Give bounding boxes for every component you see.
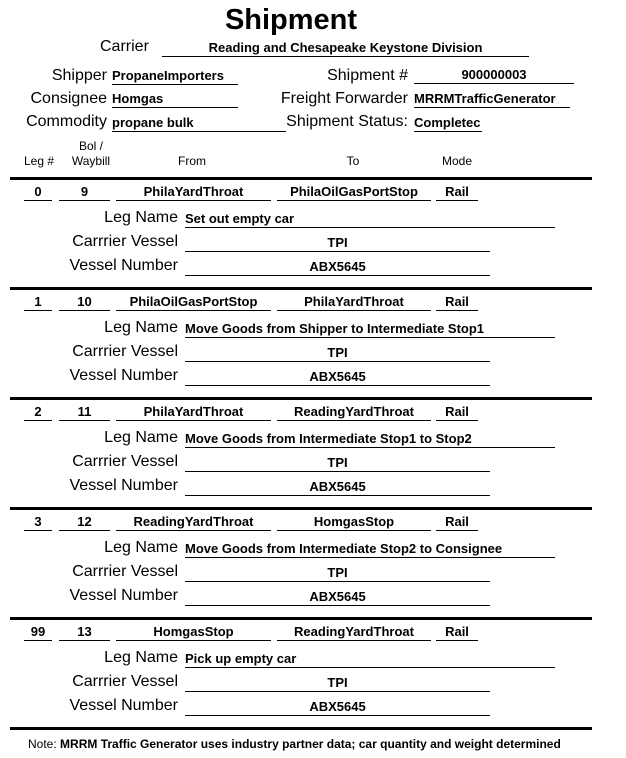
leg-name-label: Leg Name [104,539,178,556]
col-header-mode: Mode [441,154,473,168]
leg-name-value: Set out empty car [185,211,555,228]
leg-separator [10,177,592,180]
leg-name-value: Move Goods from Intermediate Stop1 to Stop2 [185,431,555,448]
leg-name-label: Leg Name [104,209,178,226]
carrier-vessel-label: Carrrier Vessel [72,453,178,470]
leg-name-label: Leg Name [104,429,178,446]
vessel-number-label: Vessel Number [69,257,178,274]
leg-separator [10,507,592,510]
vessel-number-value: ABX5645 [185,589,490,606]
leg-to-cell: PhilaYardThroat [277,294,431,311]
carrier-vessel-label: Carrrier Vessel [72,563,178,580]
leg-leg-cell: 99 [24,624,52,641]
bottom-separator [10,727,592,730]
leg-mode-cell: Rail [436,514,478,531]
carrier-vessel-value: TPI [185,675,490,692]
leg-mode-cell: Rail [436,184,478,201]
vessel-number-value: ABX5645 [185,699,490,716]
carrier-label: Carrier [100,38,149,55]
leg-mode-cell: Rail [436,294,478,311]
leg-name-label: Leg Name [104,319,178,336]
shipper-value: PropaneImporters [112,68,238,85]
shipper-label: Shipper [51,67,107,84]
leg-name-value: Pick up empty car [185,651,555,668]
note-prefix: Note: [28,737,57,751]
commodity-label: Commodity [26,113,107,130]
leg-separator [10,617,592,620]
freight-forwarder-label: Freight Forwarder [280,90,408,107]
carrier-vessel-value: TPI [185,455,490,472]
leg-to-cell: ReadingYardThroat [277,624,431,641]
vessel-number-label: Vessel Number [69,477,178,494]
leg-to-cell: HomgasStop [277,514,431,531]
leg-from-cell: PhilaYardThroat [116,404,271,421]
col-header-to: To [346,154,360,168]
vessel-number-value: ABX5645 [185,259,490,276]
leg-from-cell: HomgasStop [116,624,271,641]
leg-from-cell: ReadingYardThroat [116,514,271,531]
carrier-vessel-label: Carrrier Vessel [72,343,178,360]
col-header-leg: Leg # [23,154,55,168]
consignee-value: Homgas [112,91,238,108]
vessel-number-value: ABX5645 [185,369,490,386]
carrier-vessel-value: TPI [185,345,490,362]
carrier-vessel-value: TPI [185,565,490,582]
leg-bol-cell: 10 [59,294,110,311]
leg-separator [10,397,592,400]
page-title: Shipment [224,4,358,36]
commodity-value: propane bulk [112,115,286,132]
shipment-status-value: Completec [414,115,481,130]
leg-leg-cell: 3 [24,514,52,531]
shipment-number-label: Shipment # [327,67,408,84]
carrier-vessel-label: Carrrier Vessel [72,673,178,690]
vessel-number-label: Vessel Number [69,697,178,714]
col-header-from: From [178,154,206,168]
leg-bol-cell: 12 [59,514,110,531]
note-text: MRRM Traffic Generator uses industry partner data; car quantity and weight determined [60,737,561,751]
carrier-vessel-value: TPI [185,235,490,252]
leg-to-cell: ReadingYardThroat [277,404,431,421]
freight-forwarder-value: MRRMTrafficGenerator [414,91,570,108]
leg-leg-cell: 0 [24,184,52,201]
leg-mode-cell: Rail [436,404,478,421]
leg-mode-cell: Rail [436,624,478,641]
leg-from-cell: PhilaYardThroat [116,184,271,201]
leg-name-value: Move Goods from Shipper to Intermediate Stop1 [185,321,555,338]
shipment-number-value: 900000003 [414,67,574,84]
leg-bol-cell: 11 [59,404,110,421]
leg-separator [10,287,592,290]
leg-from-cell: PhilaOilGasPortStop [116,294,271,311]
footer-note [28,737,561,751]
leg-to-cell: PhilaOilGasPortStop [277,184,431,201]
vessel-number-label: Vessel Number [69,587,178,604]
leg-name-label: Leg Name [104,649,178,666]
carrier-vessel-label: Carrrier Vessel [72,233,178,250]
vessel-number-label: Vessel Number [69,367,178,384]
carrier-value: Reading and Chesapeake Keystone Division [162,40,529,57]
shipment-status-label: Shipment Status: [286,113,408,130]
leg-bol-cell: 9 [59,184,110,201]
consignee-label: Consignee [30,90,107,107]
leg-leg-cell: 2 [24,404,52,421]
leg-bol-cell: 13 [59,624,110,641]
leg-leg-cell: 1 [24,294,52,311]
leg-name-value: Move Goods from Intermediate Stop2 to Consignee [185,541,555,558]
vessel-number-value: ABX5645 [185,479,490,496]
col-header-bol: Bol / Waybill [71,139,111,168]
